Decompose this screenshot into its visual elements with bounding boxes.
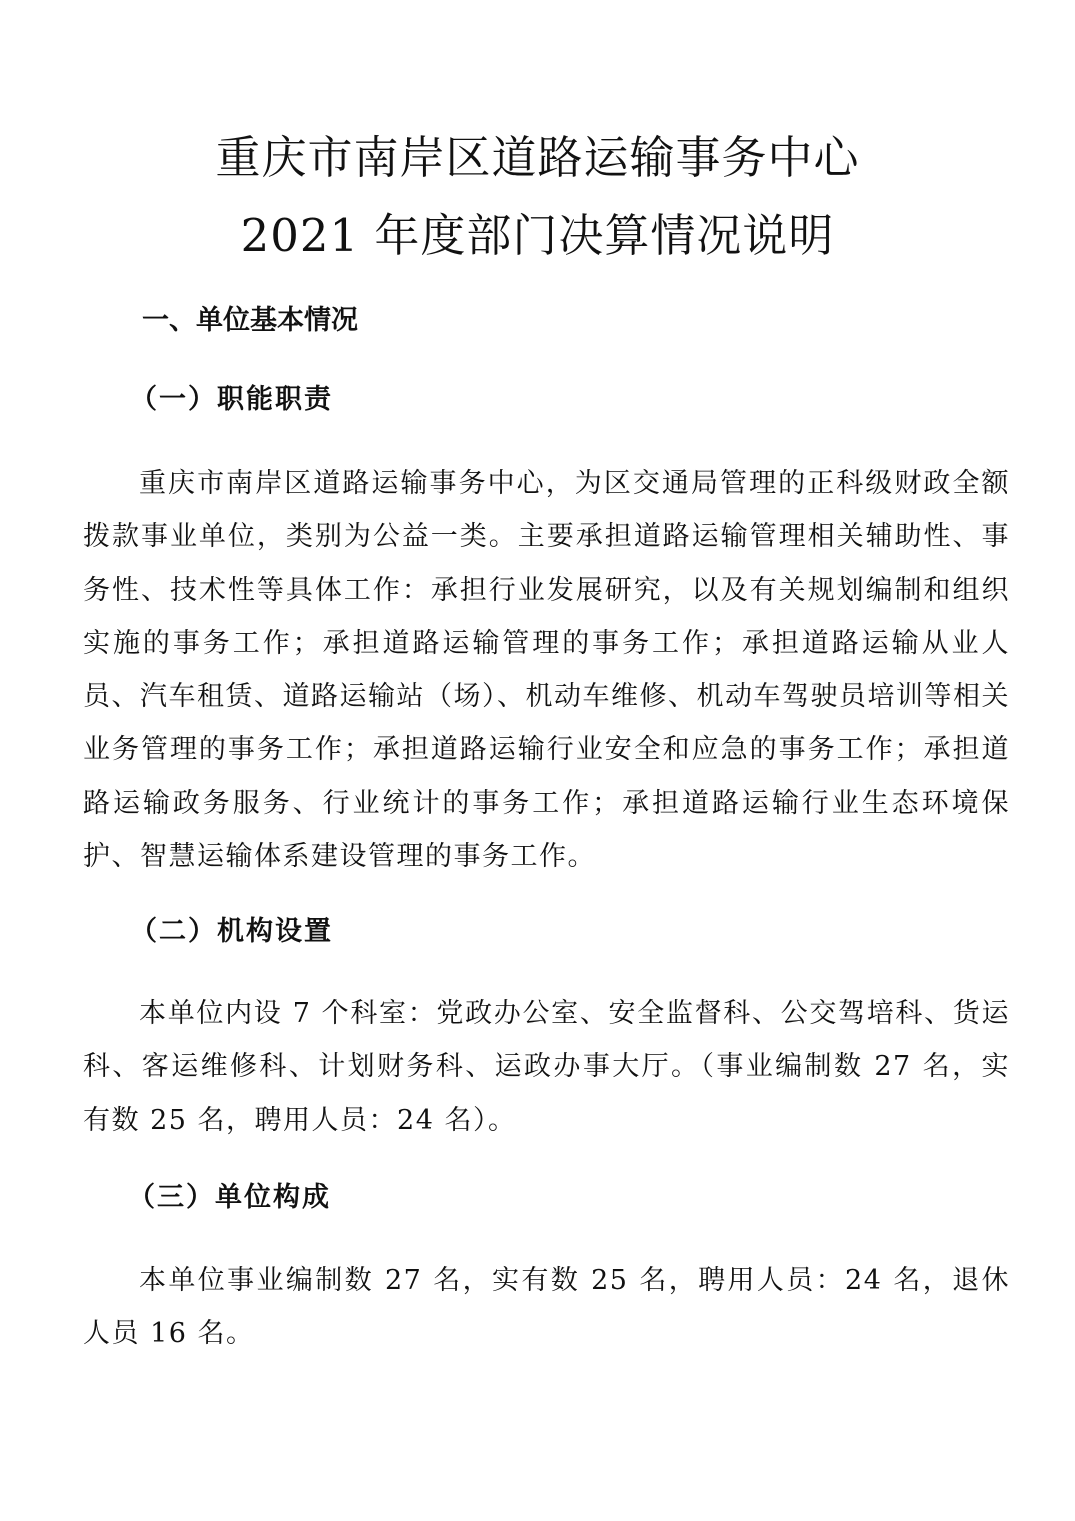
organization-paragraph: 本单位内设 7 个科室：党政办公室、安全监督科、公交驾培科、货运科、客运维修科、计划财务科、运政办事大厅。（事业编制数 27 名，实有数 25 名，聘用人员：24 名）。 [83,998,1010,1136]
subsection-heading-functions: （一）职能职责 [130,384,333,415]
subsection-heading-organization: （二）机构设置 [130,916,333,947]
document-title-line-1: 重庆市南岸区道路运输事务中心 [215,131,860,184]
document-title-line-2: 2021 年度部门决算情况说明 [240,209,835,262]
subsection-heading-composition: （三）单位构成 [128,1182,331,1213]
section-heading-basic-info: 一、单位基本情况 [142,305,358,336]
functions-paragraph: 重庆市南岸区道路运输事务中心，为区交通局管理的正科级财政全额拨款事业单位，类别为公益一类。主要承担道路运输管理相关辅助性、事务性、技术性等具体工作：承担行业发展研究，以及有关规划编制和组织实施的事务工作；承担道路运输管理的事务工作；承担道路运输从业人员、汽车租赁、道路运输站（场）、机动车维修、机动车驾驶员培训等相关业务管理的事务工作；承担道路运输行业安全和应急的事务工作；承担道路运输政务服务、行业统计的事务工作；承担道路运输行业生态环境保护、智慧运输体系建设管理的事务工作。 [83,468,1010,873]
composition-paragraph: 本单位事业编制数 27 名，实有数 25 名，聘用人员：24 名，退休人员 16 名。 [83,1265,1010,1350]
